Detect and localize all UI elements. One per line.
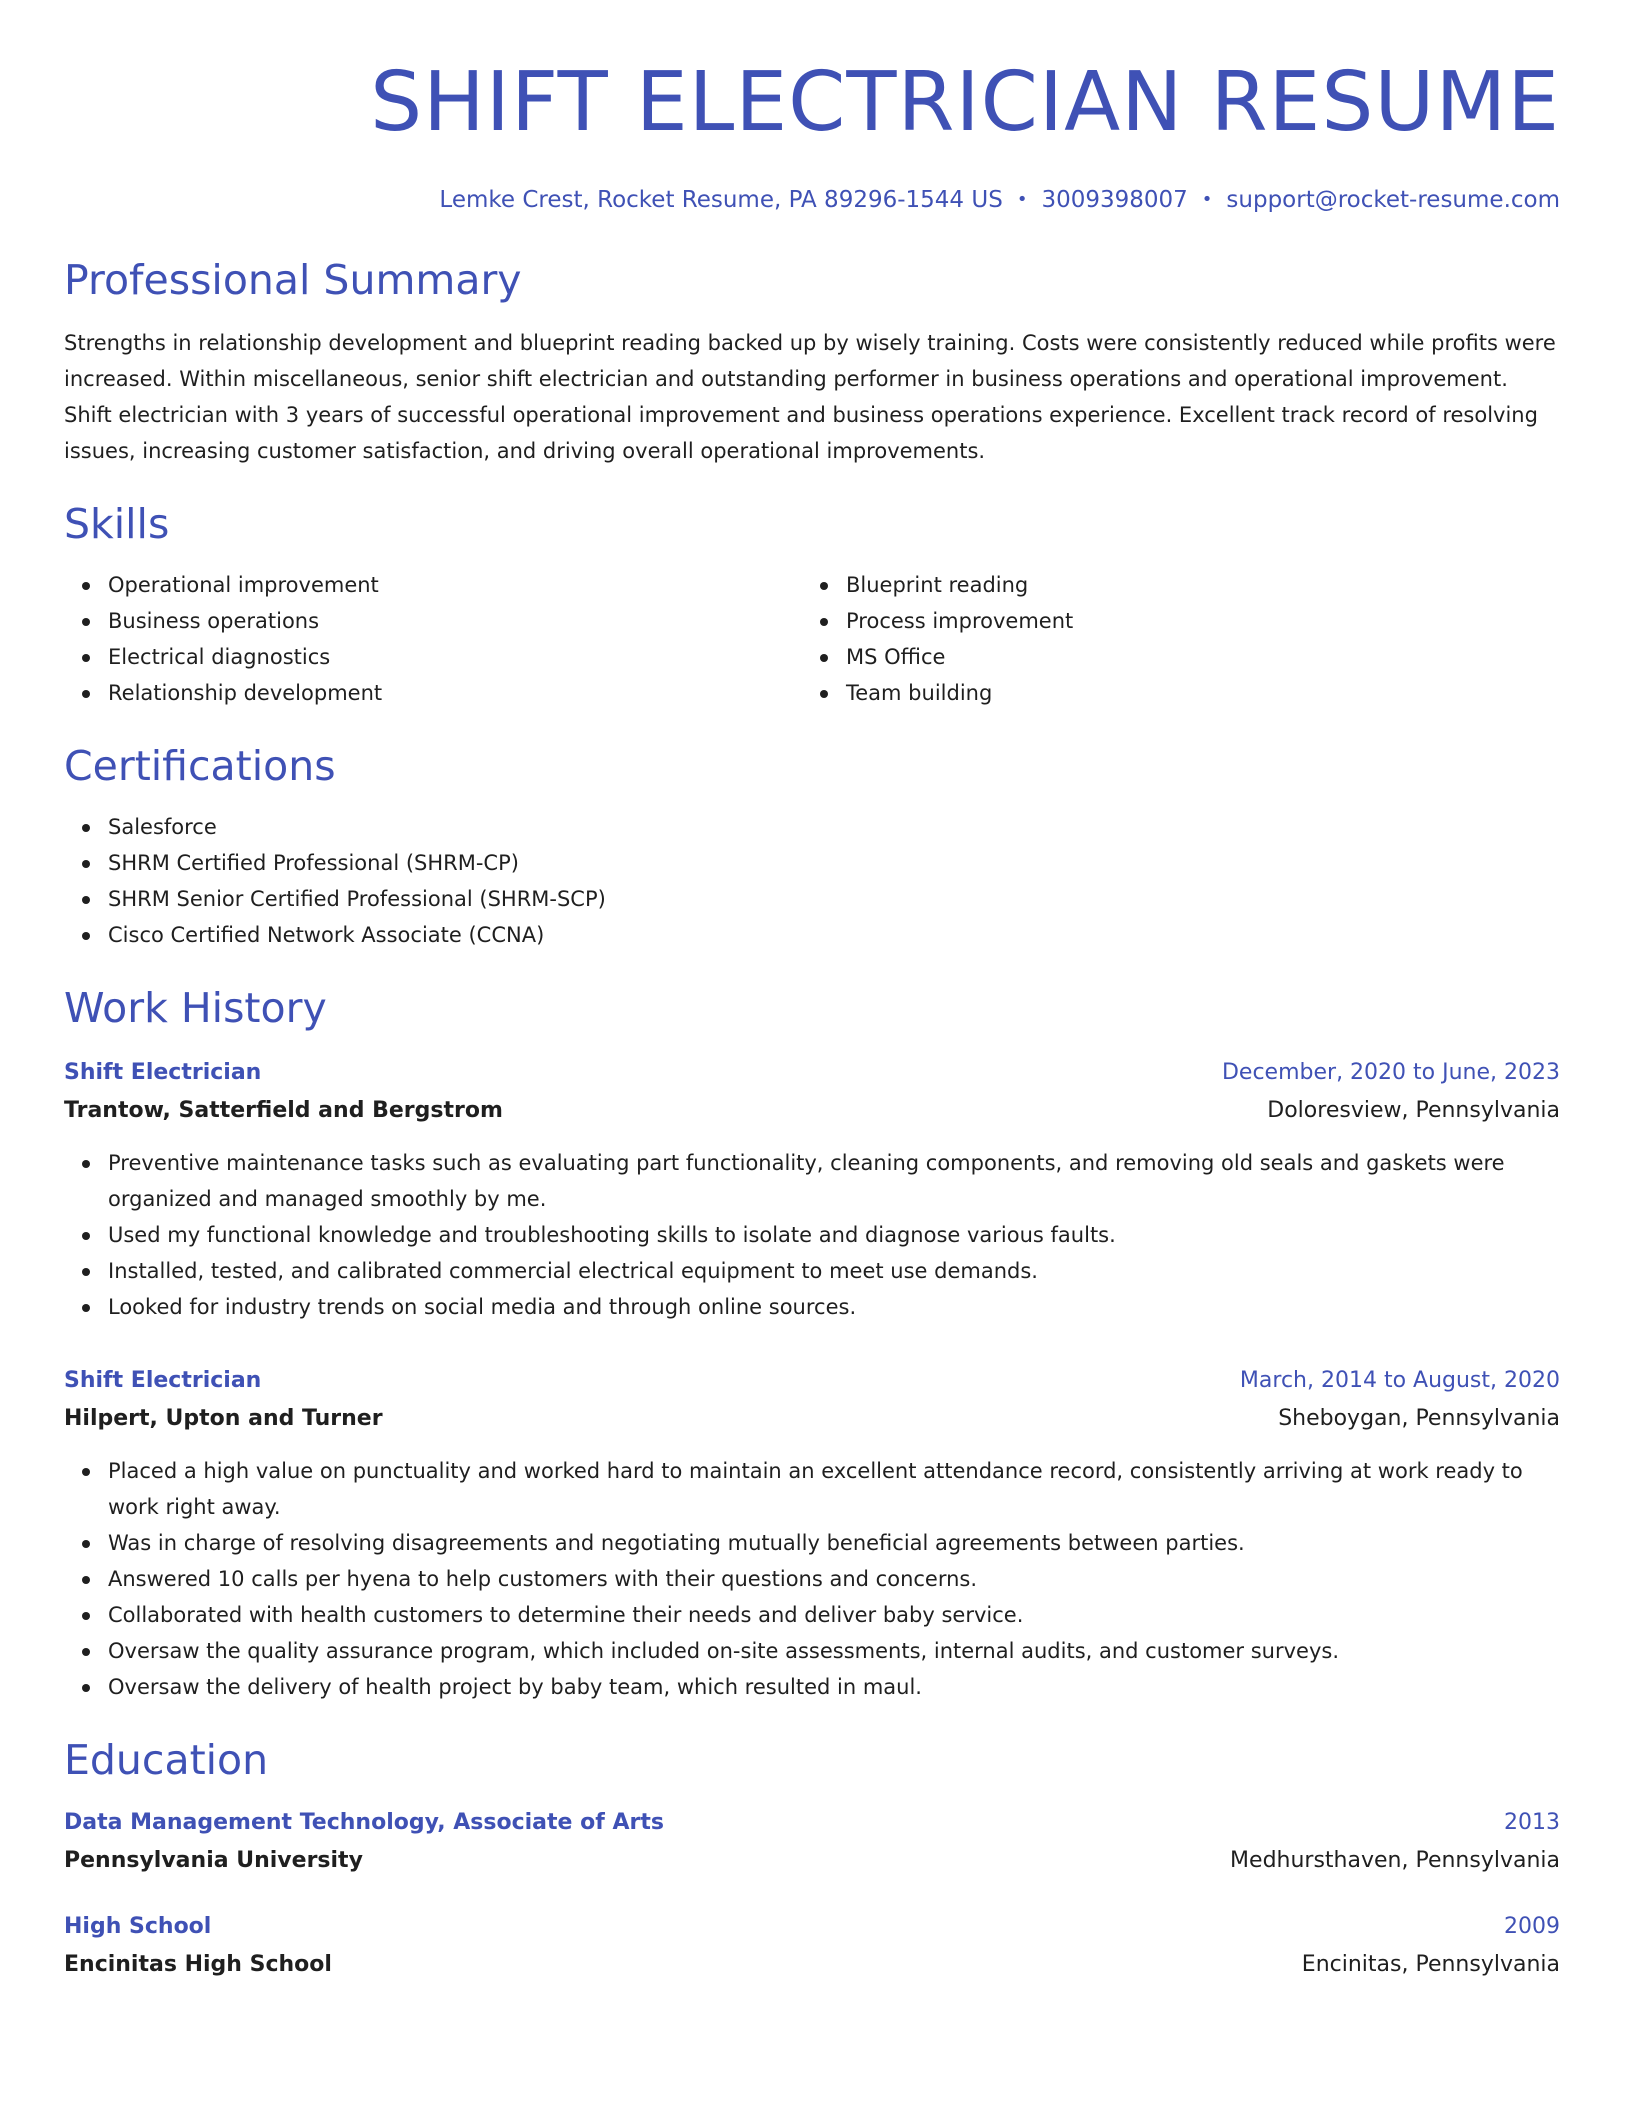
contact-phone: 3009398007 xyxy=(1041,187,1188,213)
resume-title: SHIFT ELECTRICIAN RESUME xyxy=(370,55,1560,150)
job-bullet: Collaborated with health customers to determine their needs and deliver baby service. xyxy=(108,1597,1560,1633)
education-year: 2009 xyxy=(1504,1914,1560,1939)
skills-list-left xyxy=(64,567,802,711)
skills-list-right xyxy=(802,567,1540,711)
education-entry xyxy=(64,1909,1560,1985)
skill-item: Business operations xyxy=(108,603,802,639)
certification-item: SHRM Senior Certified Professional (SHRM-SCP) xyxy=(108,881,1560,917)
job-location: Sheboygan, Pennsylvania xyxy=(1278,1406,1560,1431)
job-entry xyxy=(64,1363,1560,1705)
education-year: 2013 xyxy=(1504,1810,1560,1835)
job-dates: December, 2020 to June, 2023 xyxy=(1221,1060,1560,1085)
job-header-row xyxy=(64,1055,1560,1091)
job-bullet: Looked for industry trends on social media and through online sources. xyxy=(108,1289,1560,1325)
job-bullet: Oversaw the quality assurance program, which included on-site assessments, internal audits, and customer surveys. xyxy=(108,1633,1560,1669)
section-title-education: Education xyxy=(64,1736,269,1784)
job-role: Shift Electrician xyxy=(64,1060,262,1085)
education-school-row xyxy=(64,1841,1560,1881)
job-bullet: Installed, tested, and calibrated commercial electrical equipment to meet use demands. xyxy=(108,1253,1560,1289)
skill-item: Electrical diagnostics xyxy=(108,639,802,675)
job-dates: March, 2014 to August, 2020 xyxy=(1239,1368,1560,1393)
job-company: Trantow, Satterfield and Bergstrom xyxy=(64,1098,503,1123)
education-header-row xyxy=(64,1805,1560,1841)
job-company-row xyxy=(64,1399,1560,1439)
job-entry xyxy=(64,1055,1560,1325)
certification-item: SHRM Certified Professional (SHRM-CP) xyxy=(108,845,1560,881)
education-degree: High School xyxy=(64,1914,212,1939)
skills-column-right xyxy=(802,567,1540,711)
skill-item: Operational improvement xyxy=(108,567,802,603)
summary-text: Strengths in relationship development and blueprint reading backed up by wisely training. Costs were consistently reduced while profits were increased. Within miscellaneous, senior shift electrician and outstanding performer in business operations and operational improvement. Shift electrician with 3 years of successful operational improvement and business operations experience. Excellent track record of resolving issues, increasing customer satisfaction, and driving overall operational improvements. xyxy=(64,331,1556,463)
education-header-row xyxy=(64,1909,1560,1945)
education-location: Encinitas, Pennsylvania xyxy=(1301,1952,1560,1977)
contact-address: Lemke Crest, Rocket Resume, PA 89296-1544 US xyxy=(439,187,1003,213)
skill-item: Team building xyxy=(846,675,1540,711)
skill-item: Relationship development xyxy=(108,675,802,711)
education-school: Encinitas High School xyxy=(64,1952,332,1977)
job-bullet: Used my functional knowledge and troubleshooting skills to isolate and diagnose various faults. xyxy=(108,1217,1560,1253)
skill-item: Process improvement xyxy=(846,603,1540,639)
certification-item: Cisco Certified Network Associate (CCNA) xyxy=(108,917,1560,953)
contact-line xyxy=(64,185,1560,215)
certifications-list xyxy=(64,809,1560,953)
skill-item: MS Office xyxy=(846,639,1540,675)
section-title-skills: Skills xyxy=(64,500,170,548)
job-company-row xyxy=(64,1091,1560,1131)
job-location: Doloresview, Pennsylvania xyxy=(1267,1098,1560,1123)
skills-grid xyxy=(64,567,1560,711)
job-company: Hilpert, Upton and Turner xyxy=(64,1406,383,1431)
contact-separator: • xyxy=(1016,189,1028,210)
contact-separator: • xyxy=(1201,189,1213,210)
education-location: Medhursthaven, Pennsylvania xyxy=(1230,1848,1560,1873)
section-title-certifications: Certifications xyxy=(64,742,336,790)
education-degree: Data Management Technology, Associate of Arts xyxy=(64,1810,664,1835)
contact-email[interactable]: support@rocket-resume.com xyxy=(1226,187,1560,213)
job-bullets xyxy=(64,1145,1560,1325)
job-header-row xyxy=(64,1363,1560,1399)
job-bullet: Placed a high value on punctuality and worked hard to maintain an excellent attendance record, consistently arriving at work ready to work right away. xyxy=(108,1453,1560,1525)
education-school-row xyxy=(64,1945,1560,1985)
education-school: Pennsylvania University xyxy=(64,1848,363,1873)
job-bullets xyxy=(64,1453,1560,1705)
section-title-summary: Professional Summary xyxy=(64,256,522,304)
skills-column-left xyxy=(64,567,802,711)
job-bullet: Oversaw the delivery of health project by baby team, which resulted in maul. xyxy=(108,1669,1560,1705)
resume-page xyxy=(64,0,1560,1985)
job-bullet: Was in charge of resolving disagreements and negotiating mutually beneficial agreements between parties. xyxy=(108,1525,1560,1561)
job-bullet: Preventive maintenance tasks such as evaluating part functionality, cleaning components, and removing old seals and gaskets were organized and managed smoothly by me. xyxy=(108,1145,1560,1217)
certification-item: Salesforce xyxy=(108,809,1560,845)
job-bullet: Answered 10 calls per hyena to help customers with their questions and concerns. xyxy=(108,1561,1560,1597)
skill-item: Blueprint reading xyxy=(846,567,1540,603)
job-role: Shift Electrician xyxy=(64,1368,262,1393)
education-entry xyxy=(64,1805,1560,1881)
section-title-work-history: Work History xyxy=(64,984,327,1032)
